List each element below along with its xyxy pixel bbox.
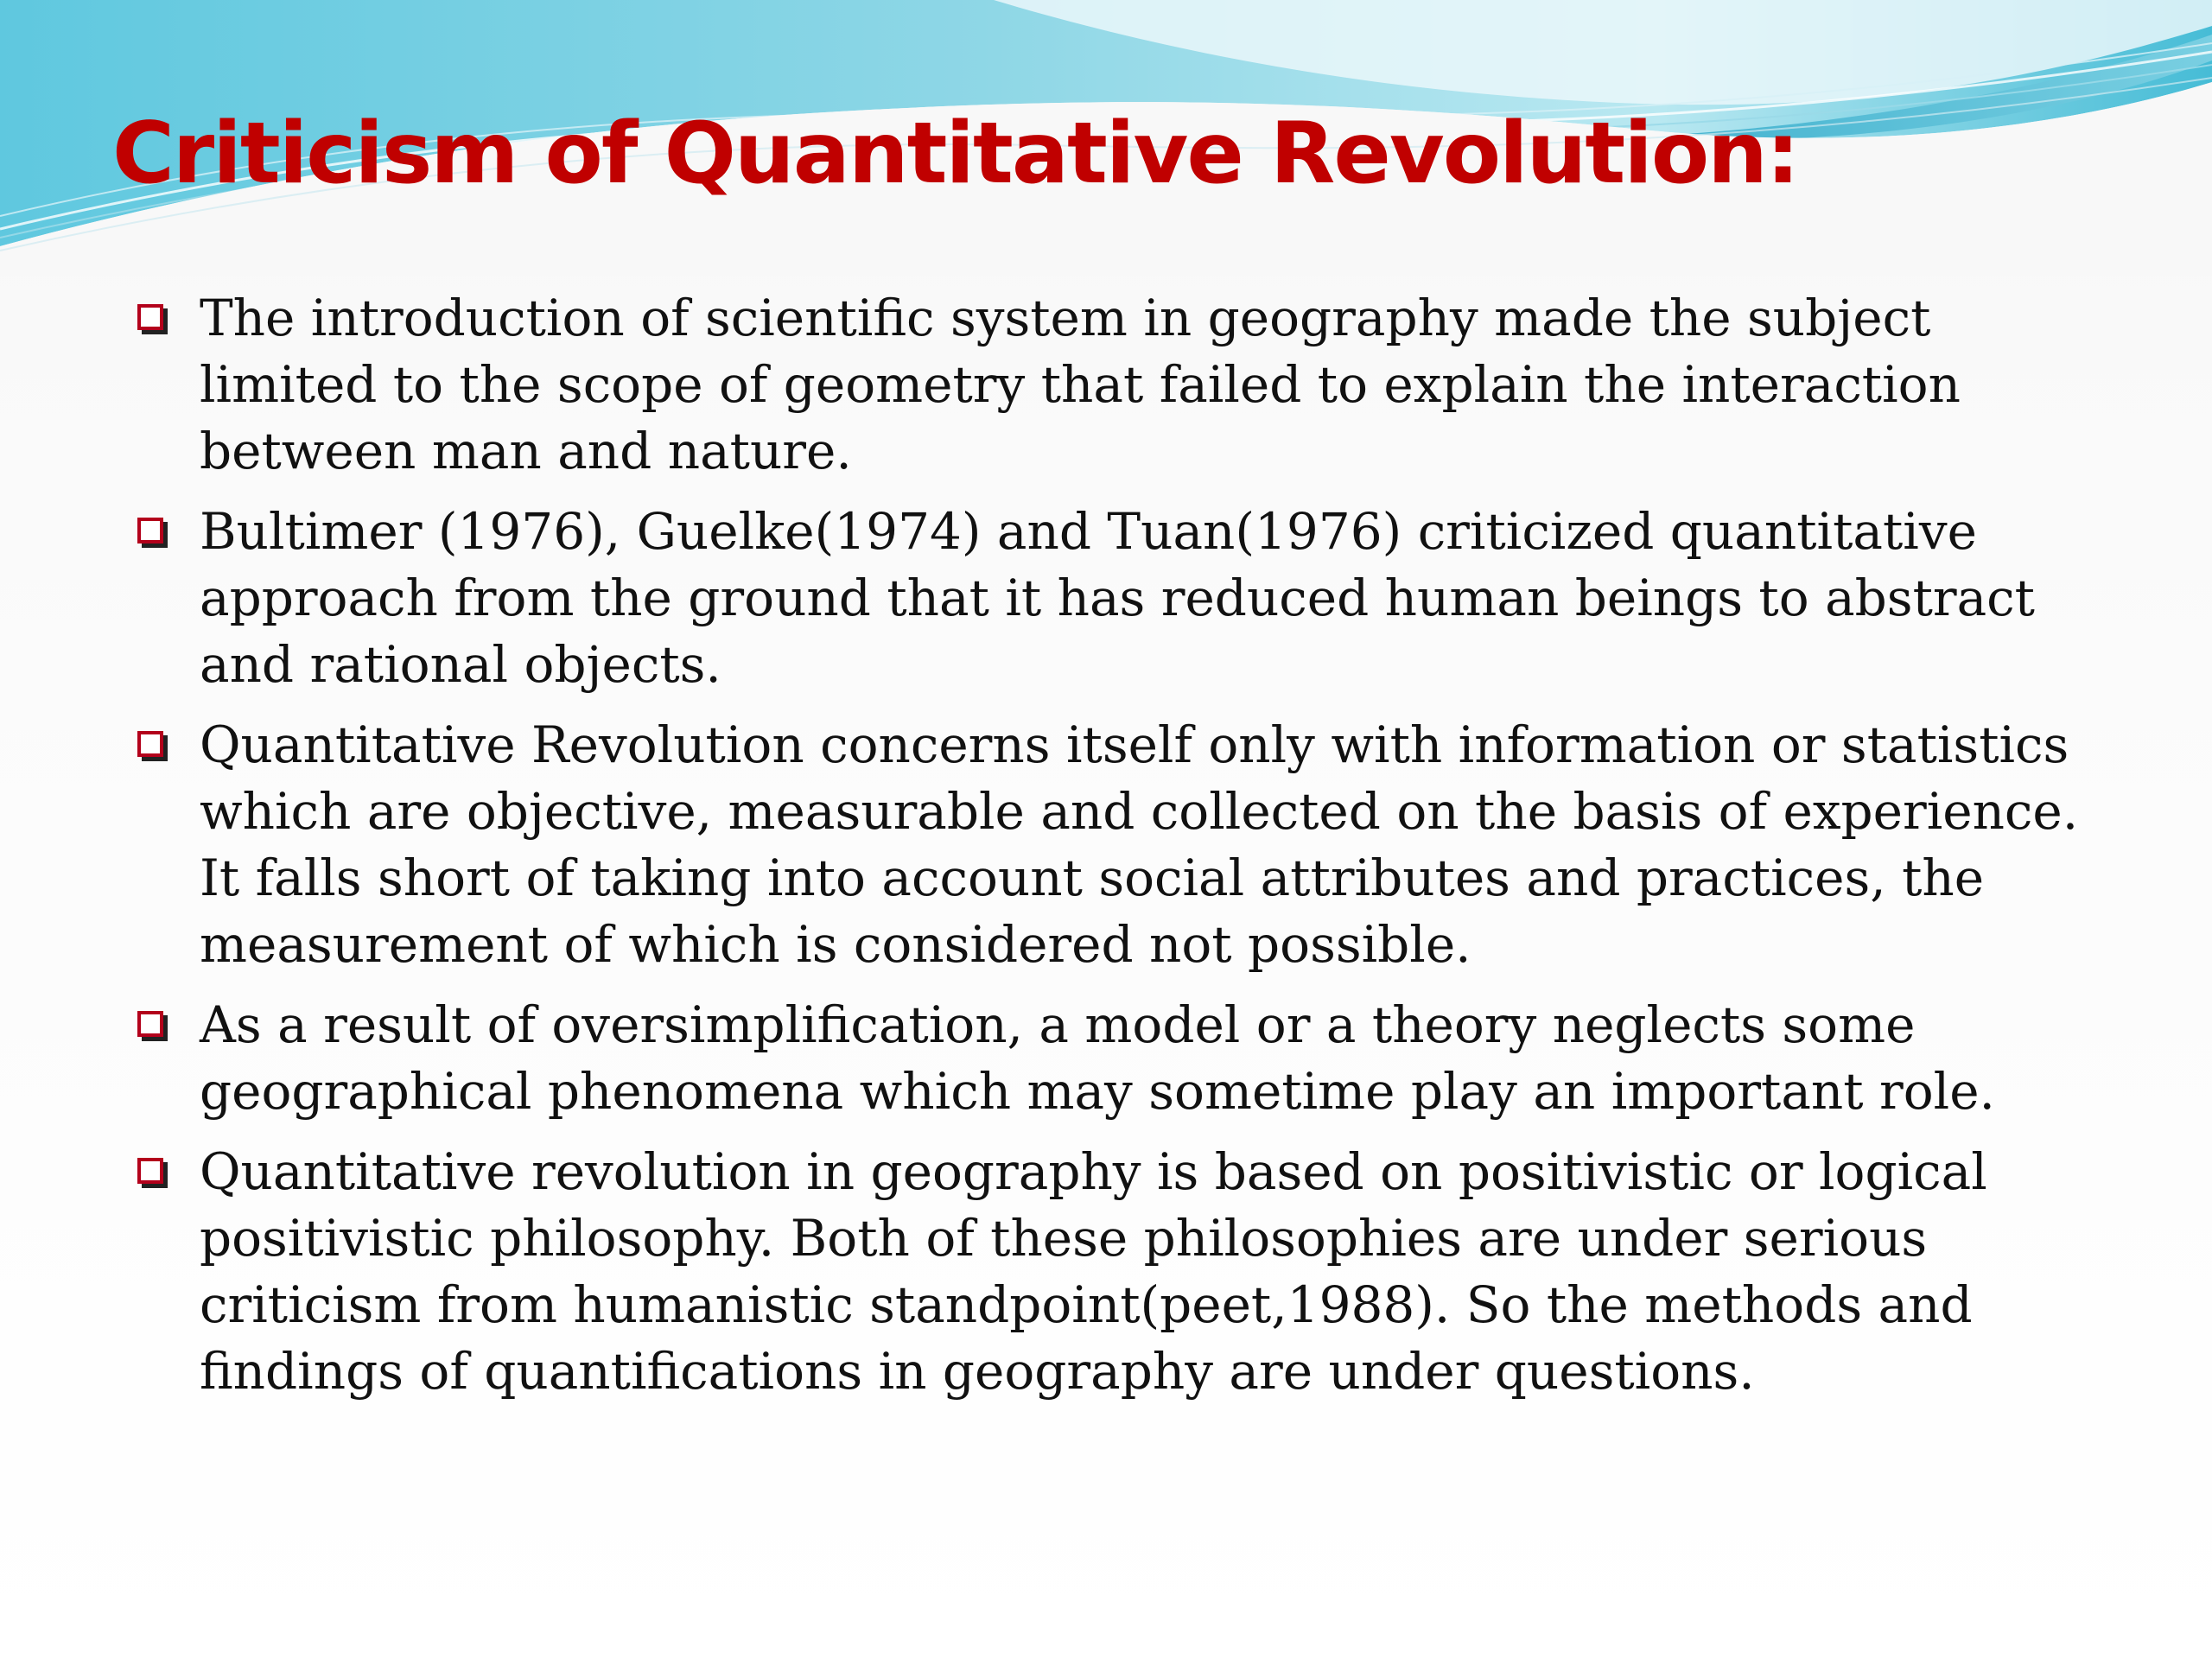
bullet-item [134,992,2087,1125]
square-bullet-icon [137,731,163,757]
bullet-text: Bultimer (1976), Guelke(1974) and Tuan(1976) criticized quantitative approach from the ground that it has reduced human beings to abstract and rational objects. [200,502,2035,694]
bullet-text: Quantitative revolution in geography is based on positivistic or logical positivistic philosophy. Both of these philosophies are under serious criticism from humanistic standpoint(peet,1988). So the methods and findings of quantifications in geography are under questions. [200,1142,1987,1401]
square-bullet-icon [137,1011,163,1037]
bullet-list [134,285,2087,1419]
slide-title: Criticism of Quantitative Revolution: [112,105,1799,203]
bullet-item [134,1139,2087,1405]
bullet-text: As a result of oversimplification, a model or a theory neglects some geographical phenomena which may sometime play an important role. [200,995,1995,1121]
bullet-item [134,499,2087,698]
bullet-text: The introduction of scientific system in geography made the subject limited to the scope of geometry that failed to explain the interaction between man and nature. [200,289,1961,480]
bullet-text: Quantitative Revolution concerns itself only with information or statistics which are objective, measurable and collected on the basis of experience. It falls short of taking into account social attributes and practices, the measurement of which is considered not possible. [200,715,2079,974]
square-bullet-icon [137,304,163,330]
bullet-item [134,712,2087,978]
square-bullet-icon [137,518,163,543]
bullet-item [134,285,2087,485]
square-bullet-icon [137,1158,163,1184]
